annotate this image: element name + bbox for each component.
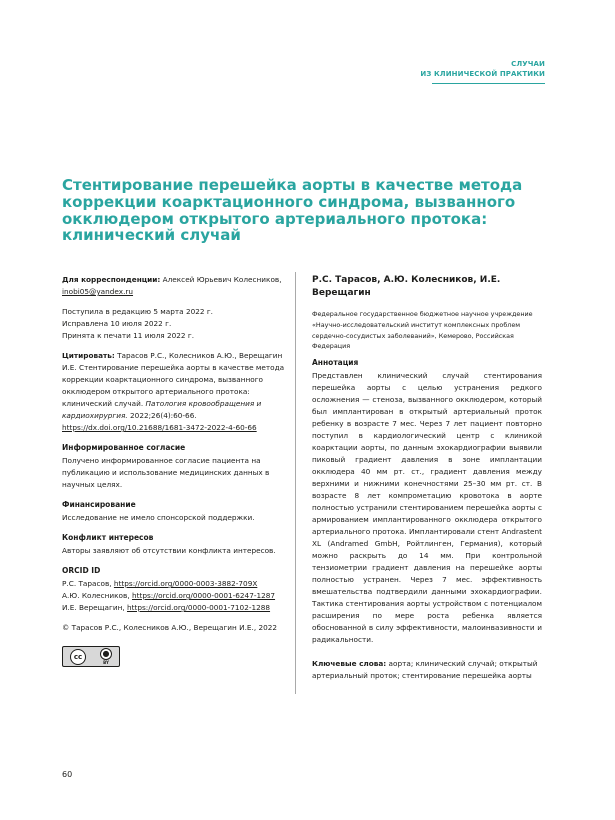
section-rule (432, 83, 545, 84)
funding-heading: Финансирование (62, 500, 136, 509)
conflict-text: Авторы заявляют об отсутствии конфликта интересов. (62, 546, 276, 555)
cc-by-license-badge[interactable] (62, 646, 120, 667)
orcid-entry: И.Е. Верещагин, https://orcid.org/0000-0001-7102-1288 (62, 603, 271, 612)
person-icon: ● (100, 648, 112, 660)
page-number: 60 (62, 770, 73, 779)
consent-text: Получено информированное согласие пациента на публикацию и использование медицинских данных в научных целях. (62, 456, 270, 489)
cite-label: Цитировать: (62, 351, 115, 360)
cc-icon: cc (70, 649, 86, 665)
orcid-link[interactable]: https://orcid.org/0000-0001-7102-1288 (126, 603, 271, 612)
abstract-text: Представлен клинический случай стентирования перешейка аорты с целью устранения редкого осложнения — стеноза, вызванного окклюдером, который был имплантирован в открытый артериальный проток ребенку в возрасте 7 мес. Через 7 лет пациент повторно поступил в кардиологический центр с клиникой коарктации аорты, по данным эхокардиографии выявили пиковый градиент давления в зоне имплантации окклюдера 40 мм рт. ст., градиент давления между верхними и нижними конечностями 25–30 мм рт. ст. В возрасте 8 лет компрометацию кровотока в аорте полностью устранили стентированием перешейка аорты с армированием имплантированного окклюдера открытого артериального протока. Имплантировали стент Andrastent XL (Andramed GmbH, Ройтлинген, Германия), который можно раскрыть до 14 мм. При контрольной тензиометрии градиент давления на перешейке аорты полностью устранен. Через 7 мес. эффективность вмешательства подтвердили данными эхокардиографии. Тактика стентирования аорты устройством с потенциалом расширения по мере роста ребенка является обоснованной в силу эффективности, малоинвазивности и радикальности. (312, 371, 542, 645)
keywords-label: Ключевые слова: (312, 659, 387, 669)
dates (62, 306, 287, 342)
authors: Р.С. Тарасов, А.Ю. Колесников, И.Е. Верещагин (312, 275, 501, 298)
orcid-block (62, 565, 287, 614)
orcid-link[interactable]: https://orcid.org/0000-0001-6247-1287 (131, 591, 276, 600)
cite-text: Тарасов Р.С., Колесников А.Ю., Верещагин И.Е. Стентирование перешейка аорты в качестве метода коррекции коарктационного синдрома, вызванного окклюдером открытого артериального протока: клинический случай. (62, 351, 285, 408)
conflict-heading: Конфликт интересов (62, 533, 154, 542)
date-accepted: Принята к печати 11 июля 2022 г. (62, 331, 195, 340)
funding-text: Исследование не имело спонсорской поддержки. (62, 513, 255, 522)
cite-doi-link[interactable]: https://dx.doi.org/10.21688/1681-3472-2022-4-60-66 (62, 423, 257, 432)
abstract-heading: Аннотация (312, 358, 359, 368)
cite-issue: 2022;26(4):60-66. (130, 411, 197, 420)
orcid-heading: ORCID ID (62, 566, 101, 575)
date-revised: Исправлена 10 июля 2022 г. (62, 319, 172, 328)
section-tag (420, 60, 545, 79)
cite-journal: Патология кровообращения и кардиохирургия. (62, 399, 262, 420)
funding-block (62, 499, 287, 524)
orcid-entry: А.Ю. Колесников, https://orcid.org/0000-0001-6247-1287 (62, 591, 276, 600)
correspondence-name: Алексей Юрьевич Колесников, (162, 275, 282, 284)
left-column (62, 274, 287, 667)
orcid-entry: Р.С. Тарасов, https://orcid.org/0000-0003-3882-709X (62, 579, 258, 588)
keywords-text: аорта; клинический случай; открытый артериальный проток; стентирование перешейка аорты (312, 659, 538, 681)
by-group (100, 648, 112, 665)
consent-heading: Информированное согласие (62, 443, 186, 452)
correspondence-label: Для корреспонденции: (62, 275, 161, 284)
correspondence-email[interactable]: inobi05@yandex.ru (62, 287, 134, 296)
affiliation: Федеральное государственное бюджетное научное учреждение «Научно-исследовательский институт комплексных проблем сердечно-сосудистых заболеваний», Кемерово, Российская Федерация (312, 310, 533, 351)
section-line-1: СЛУЧАИ (511, 60, 545, 68)
column-divider (295, 272, 296, 694)
section-line-2: ИЗ КЛИНИЧЕСКОЙ ПРАКТИКИ (420, 69, 545, 78)
citation (62, 350, 287, 434)
by-label: BY (103, 660, 109, 665)
article-title: Стентирование перешейка аорты в качестве метода коррекции коарктационного синдрома, вызванного окклюдером открытого артериального протока: клинический случай (62, 176, 523, 245)
keywords (312, 658, 542, 682)
correspondence (62, 274, 287, 298)
copyright: © Тарасов Р.С., Колесников А.Ю., Верещагин И.Е., 2022 (62, 623, 278, 632)
date-received: Поступила в редакцию 5 марта 2022 г. (62, 307, 213, 316)
conflict-block (62, 532, 287, 557)
right-column (312, 274, 542, 682)
consent-block (62, 442, 287, 491)
orcid-link[interactable]: https://orcid.org/0000-0003-3882-709X (113, 579, 258, 588)
